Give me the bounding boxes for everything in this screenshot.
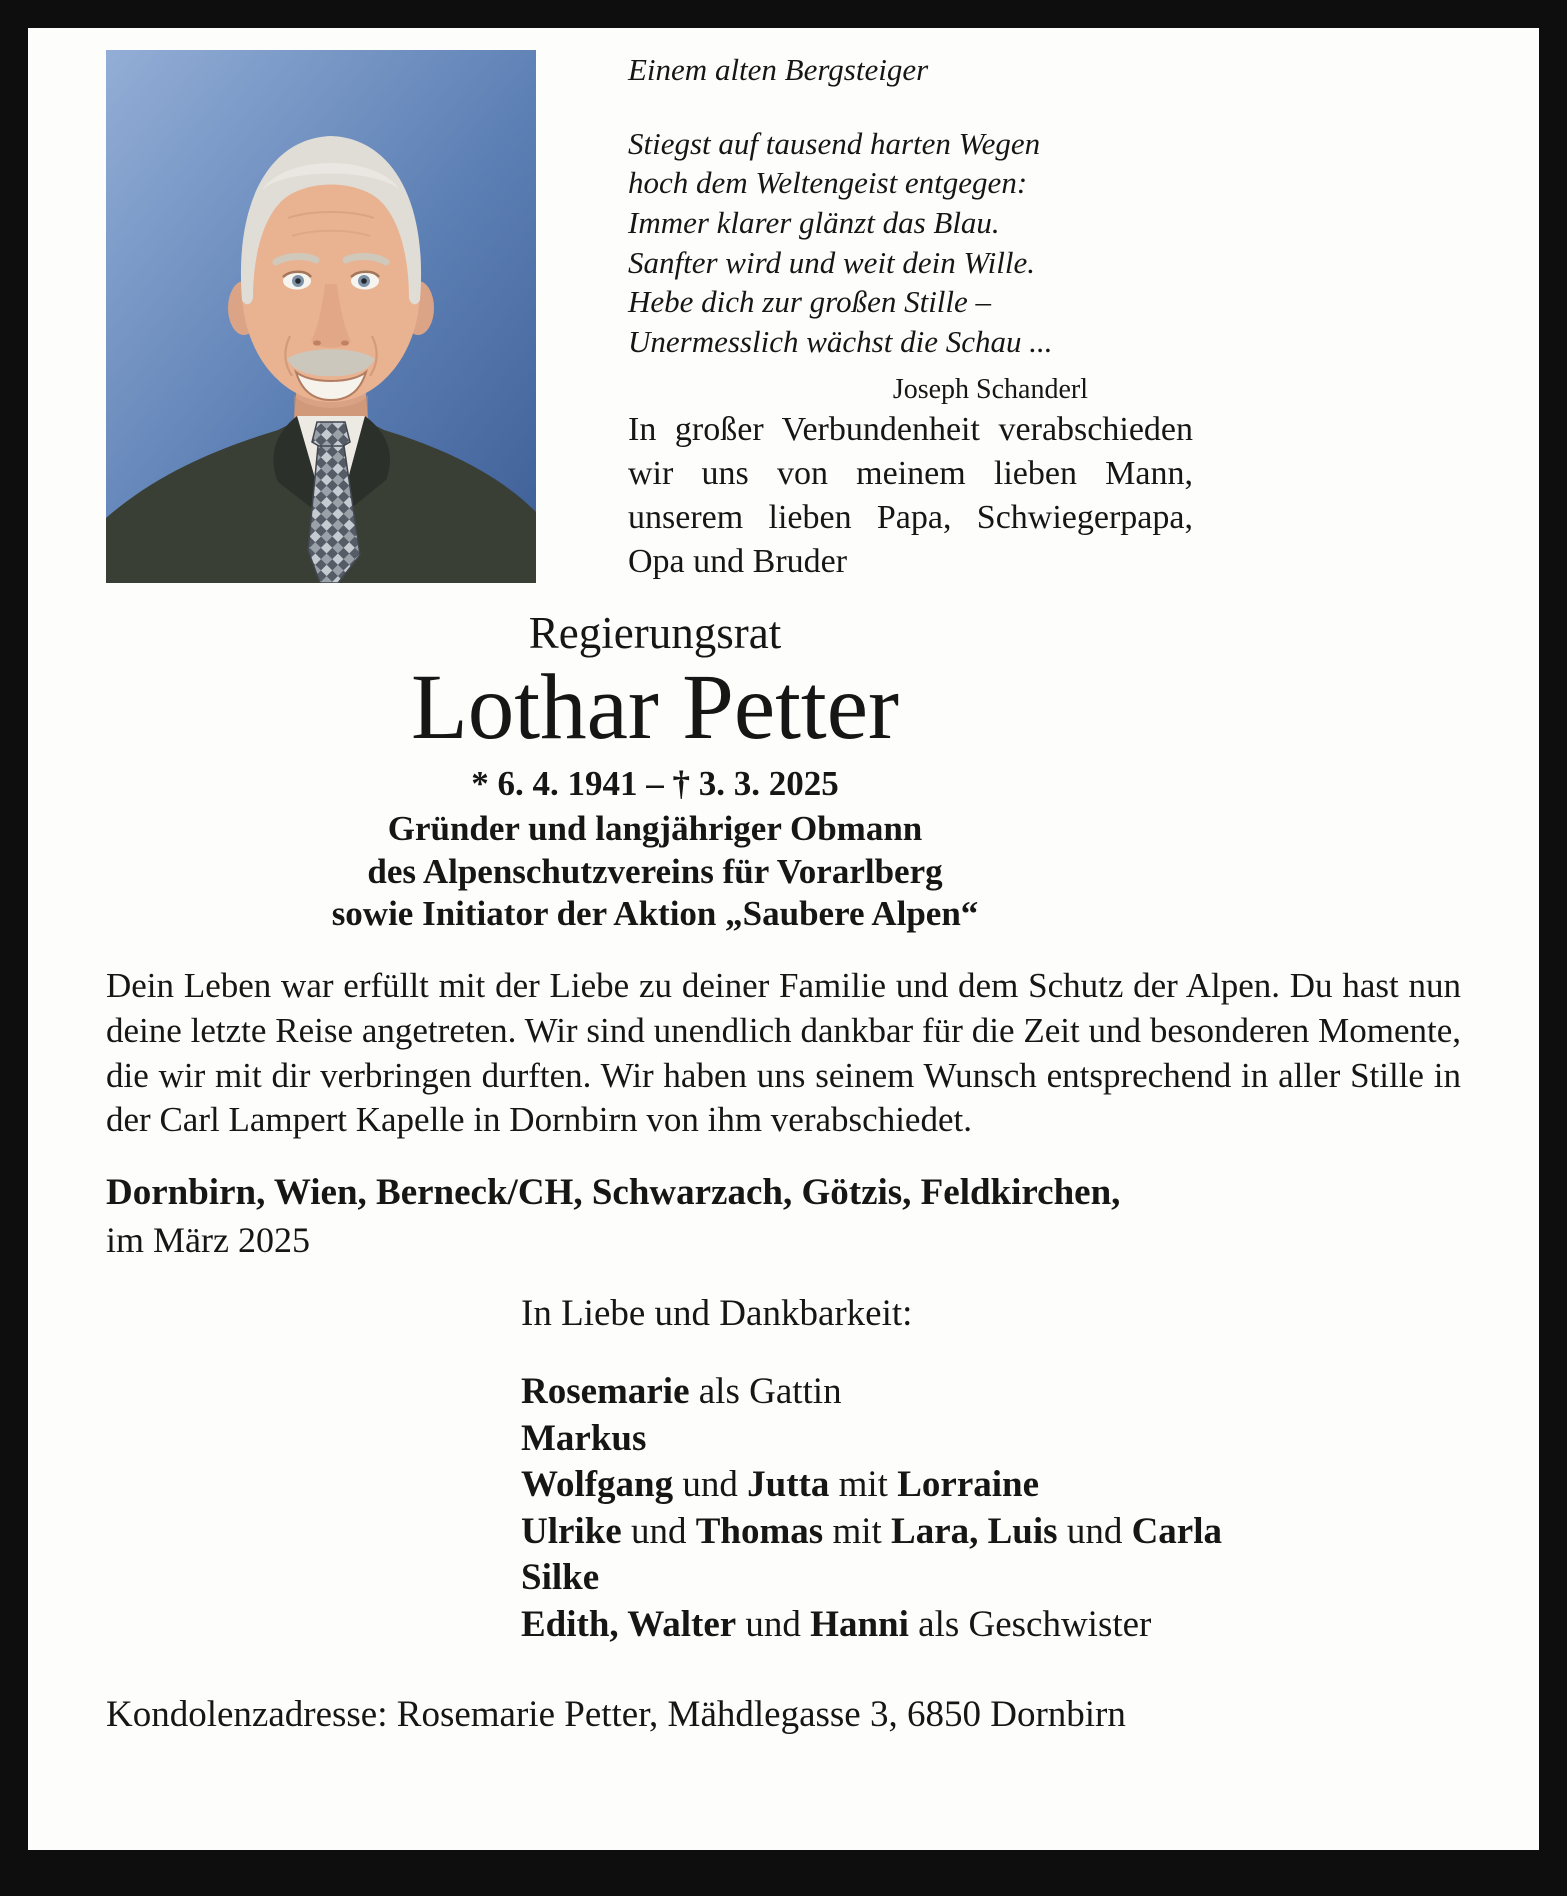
mourner-relation-text: als Gattin: [689, 1371, 842, 1412]
poem-line: Unermesslich wächst die Schau ...: [628, 324, 1053, 360]
mourner-relation-text: und: [673, 1464, 748, 1506]
mourner-name: Ulrike: [521, 1510, 622, 1552]
mourner-name: Jutta: [747, 1464, 830, 1506]
honorific-title: Regierungsrat: [528, 608, 782, 658]
role-line: Gründer und langjähriger Obmann: [387, 808, 923, 848]
mourner-name: Silke: [521, 1557, 600, 1599]
obituary-sheet: [28, 28, 1539, 1850]
mourner-line: [521, 1602, 1461, 1649]
mourner-relation-text: und: [621, 1510, 696, 1552]
top-row: [106, 50, 1461, 583]
mourner-relation-text: und: [1057, 1510, 1132, 1552]
mourner-name: Thomas: [695, 1510, 824, 1552]
mourner-name: Wolfgang: [521, 1464, 674, 1506]
poem-lines: [628, 124, 1193, 362]
intro-text: In großer Verbundenheit verabschieden wir uns von meinem lieben Mann, unserem lieben Papa, Schwiegerpapa, Opa und Bruder: [628, 410, 1193, 581]
farewell-text: Dein Leben war erfüllt mit der Liebe zu deiner Familie und dem Schutz der Alpen. Du hast nun deine letzte Reise angetreten. Wir sind unendlich dankbar für die Zeit und besonderen Momente, die wir mit dir verbringen durften. Wir haben uns seinem Wunsch entsprechend in aller Stille in der Carl Lampert Kapelle in Dornbirn von ihm verabschiedet.: [106, 965, 1461, 1140]
portrait-illustration: [106, 50, 536, 583]
mourner-relation-text: mit: [829, 1464, 898, 1506]
poem-line: Immer klarer glänzt das Blau.: [628, 205, 1000, 241]
deceased-name: Lothar Petter: [410, 656, 900, 759]
poem-line: hoch dem Weltengeist entgegen:: [628, 165, 1028, 201]
mourner-relation-text: als Geschwister: [908, 1604, 1152, 1646]
mourner-relation-text: und: [736, 1604, 811, 1646]
role-line: sowie Initiator der Aktion „Saubere Alpen“: [331, 894, 979, 934]
headline-block: [106, 607, 1204, 936]
mourner-line: [521, 1462, 1461, 1509]
mourners-heading: In Liebe und Dankbarkeit:: [521, 1293, 913, 1334]
portrait-photo: [106, 50, 536, 583]
life-dates: * 6. 4. 1941 – † 3. 3. 2025: [471, 763, 839, 803]
role-line: des Alpenschutzvereins für Vorarlberg: [367, 851, 943, 891]
right-column: [628, 50, 1193, 583]
mourner-lines: [521, 1369, 1461, 1649]
mourner-name: Lorraine: [897, 1464, 1040, 1506]
condolence-address: Kondolenzadresse: Rosemarie Petter, Mähdlegasse 3, 6850 Dornbirn: [106, 1693, 1126, 1735]
mourner-line: [521, 1416, 1461, 1463]
poem-author: Joseph Schanderl: [892, 373, 1088, 405]
mourner-name: Edith, Walter: [521, 1604, 737, 1646]
poem: [628, 50, 1193, 408]
mourner-name: Markus: [521, 1417, 647, 1459]
mourner-relation-text: mit: [823, 1510, 892, 1552]
poem-line: Hebe dich zur großen Stille –: [628, 284, 992, 320]
mourner-name: Hanni: [810, 1604, 909, 1646]
poem-line: Stiegst auf tausend harten Wegen: [628, 125, 1041, 161]
date-line: im März 2025: [106, 1220, 310, 1261]
mourner-name: Lara, Luis: [891, 1510, 1058, 1552]
poem-line: Sanfter wird und weit dein Wille.: [628, 244, 1035, 280]
mourner-name: Rosemarie: [521, 1371, 690, 1412]
mourner-name: Carla: [1131, 1510, 1223, 1552]
mourner-line: [521, 1369, 1461, 1416]
roles-list: [106, 808, 1204, 936]
places-block: [106, 1169, 1461, 1264]
places-line: Dornbirn, Wien, Berneck/CH, Schwarzach, Götzis, Feldkirchen,: [106, 1172, 1121, 1214]
mourners-block: [521, 1292, 1461, 1649]
poem-title: Einem alten Bergsteiger: [628, 52, 929, 87]
mourner-line: [521, 1555, 1461, 1602]
mourner-line: [521, 1509, 1461, 1556]
